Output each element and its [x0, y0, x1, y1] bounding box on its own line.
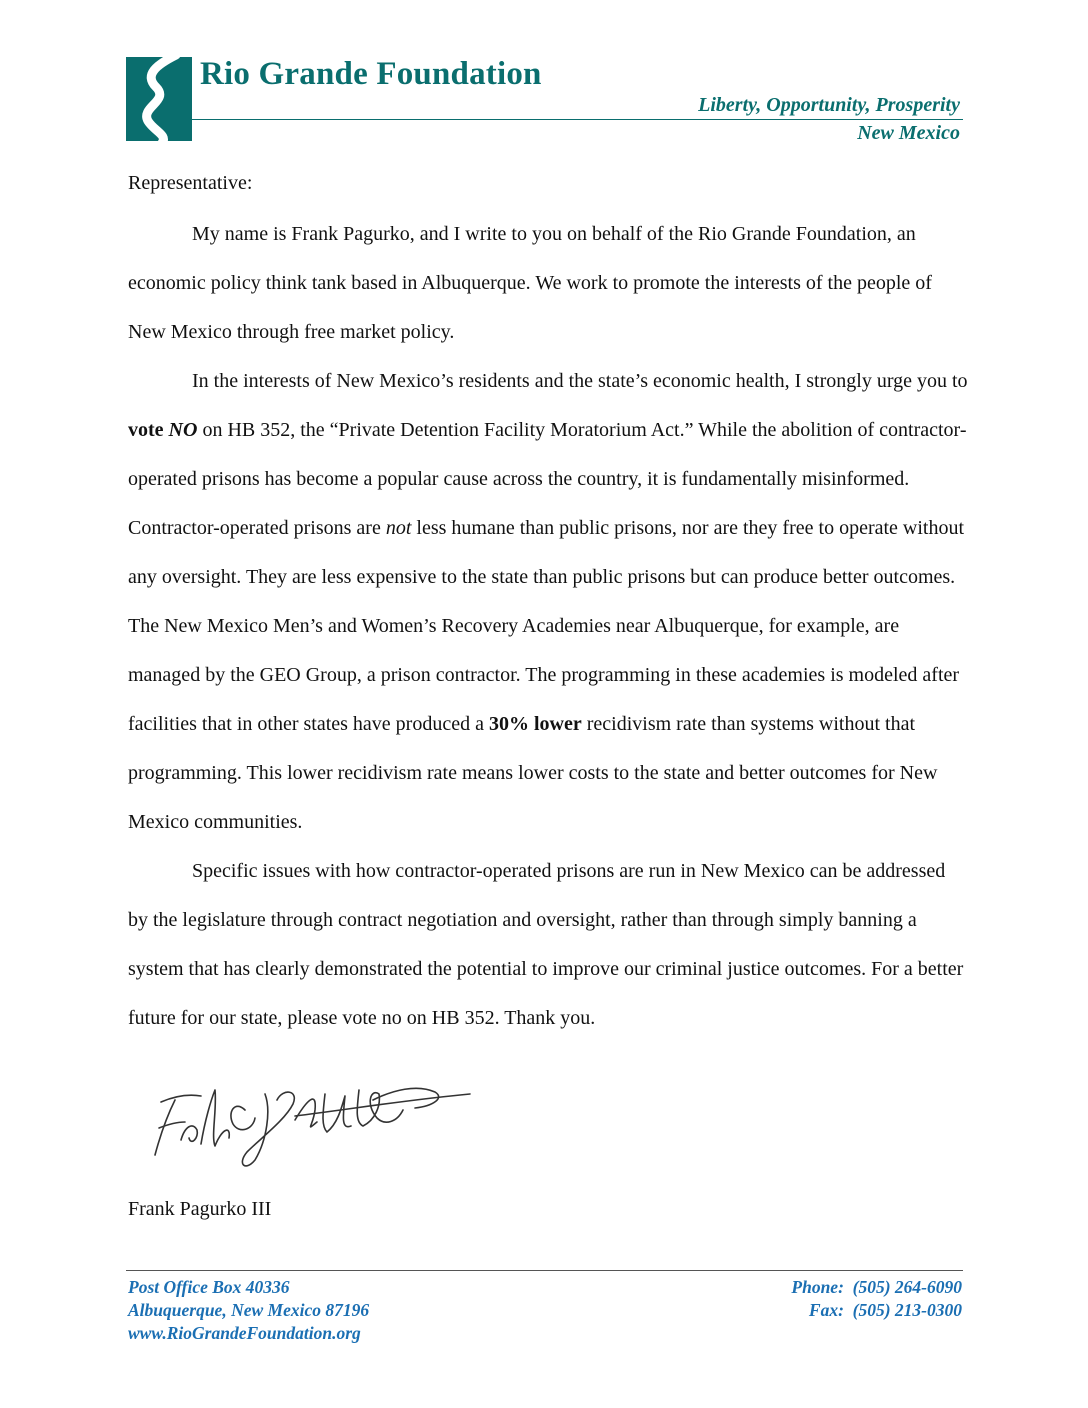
- organization-name: Rio Grande Foundation: [200, 56, 542, 92]
- paragraph-text: not: [385, 517, 412, 539]
- address-line-1: Post Office Box 40336: [128, 1277, 290, 1297]
- paragraph-text: In the interests of New Mexico’s residents and the state’s economic health, I strongly urge you to: [192, 370, 968, 392]
- fax-number: Fax: (505) 213-0300: [808, 1300, 962, 1320]
- website-link[interactable]: www.RioGrandeFoundation.org: [128, 1323, 361, 1343]
- footer-divider: [126, 1270, 963, 1271]
- rio-grande-logo-icon: [126, 57, 192, 141]
- tagline: Liberty, Opportunity, Prosperity: [698, 94, 960, 116]
- signer-name: Frank Pagurko III: [128, 1198, 272, 1220]
- paragraph-text: less humane than public prisons, nor are they free to operate without any oversight. They are less expensive to the state than public prisons but can produce better outcomes. The New Mexico Men’s and Women’s Recovery Academies near Albuquerque, for example, are managed by the GEO Group, a prison contractor. The programming in these academies is modeled after facilities that in other states have produced a: [128, 517, 965, 735]
- header-divider: [192, 119, 963, 120]
- paragraph-text: NO: [168, 419, 198, 441]
- paragraph-text: recidivism rate than systems without that programming. This lower recidivism rate means lower costs to the state and better outcomes for New Mexico communities.: [128, 713, 938, 833]
- footer-contact: [791, 1276, 962, 1322]
- paragraph: [128, 847, 968, 1043]
- paragraph: [128, 210, 968, 357]
- footer-address: [128, 1276, 369, 1345]
- paragraph-text: vote: [128, 419, 169, 441]
- paragraph-text: My name is Frank Pagurko, and I write to you on behalf of the Rio Grande Foundation, an economic policy think tank based in Albuquerque. We work to promote the interests of the people of New Mexico through free market policy.: [128, 223, 932, 343]
- paragraph-text: 30% lower: [488, 713, 582, 735]
- phone-number: Phone: (505) 264-6090: [791, 1277, 962, 1297]
- paragraph-text: on HB 352, the “Private Detention Facility Moratorium Act.” While the abolition of contractor-operated prisons has become a popular cause across the country, it is fundamentally misinformed. Contractor-operated prisons are: [128, 419, 967, 539]
- handwritten-signature: [145, 1060, 475, 1170]
- paragraph: [128, 357, 968, 847]
- salutation: Representative:: [128, 172, 253, 194]
- paragraph-text: Specific issues with how contractor-operated prisons are run in New Mexico can be addressed by the legislature through contract negotiation and oversight, rather than through simply banning a system that has clearly demonstrated the potential to improve our criminal justice outcomes. For a better future for our state, please vote no on HB 352. Thank you.: [128, 860, 964, 1029]
- letter-body: [128, 168, 968, 1043]
- region-label: New Mexico: [857, 122, 960, 144]
- address-line-2: Albuquerque, New Mexico 87196: [128, 1300, 370, 1320]
